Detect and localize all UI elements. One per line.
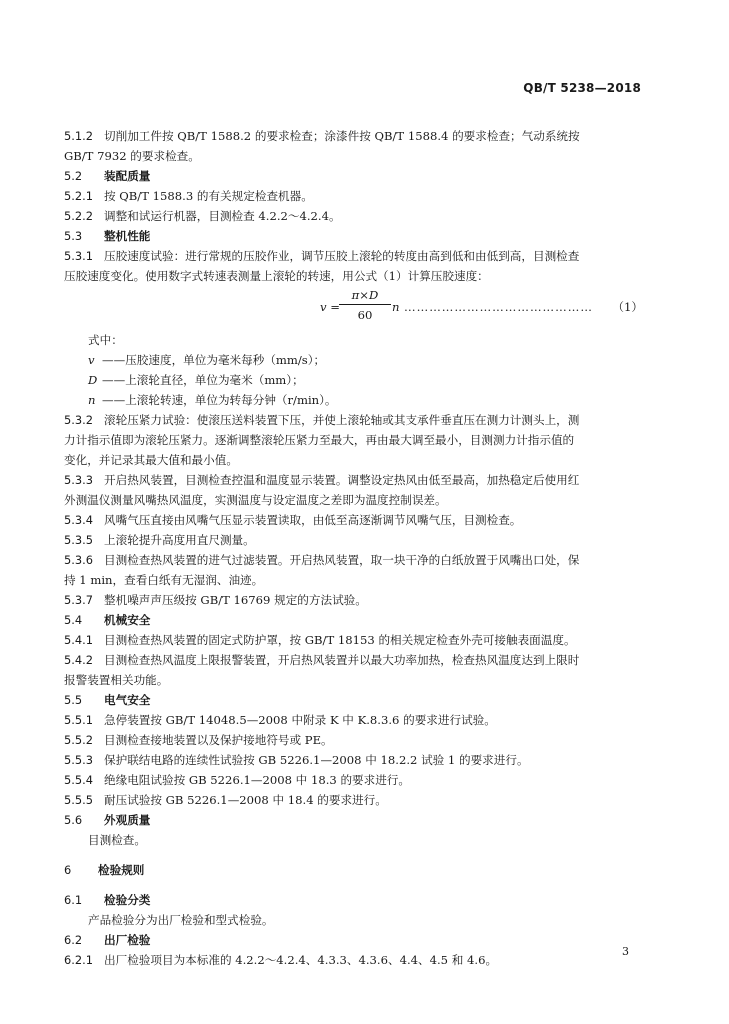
clause-number: 5.5.3 xyxy=(64,753,93,767)
clause-text: 目测检查热风装置的固定式防护罩，按 GB/T 18153 的相关规定检查外壳可接触表面温度。 xyxy=(104,633,576,647)
clause-text: 耐压试验按 GB 5226.1—2008 中 18.4 的要求进行。 xyxy=(104,793,387,807)
clause-6-1-text: 产品检验分为出厂检验和型式检验。 xyxy=(88,913,274,927)
heading-number: 5.2 xyxy=(64,169,83,183)
variable-D xyxy=(64,370,643,390)
variable-desc: ——上滚轮直径，单位为毫米（mm）； xyxy=(102,373,304,387)
clause-text: 调整和试运行机器，目测检查 4.2.2～4.2.4。 xyxy=(104,209,341,223)
heading-number: 5.5 xyxy=(64,693,83,707)
formula-1 xyxy=(64,286,643,330)
clause-number: 5.3.4 xyxy=(64,513,93,527)
heading-number: 5.3 xyxy=(64,229,83,243)
clause-text: 压胶速度试验：进行常规的压胶作业，调节压胶上滚轮的转度由高到低和由低到高，目测检查 xyxy=(104,249,580,263)
formula-number: （1） xyxy=(612,300,643,314)
heading-title: 整机性能 xyxy=(104,229,151,243)
heading-6-1 xyxy=(64,890,643,910)
chapter-title: 检验规则 xyxy=(98,863,145,877)
clause-number: 5.5.2 xyxy=(64,733,93,747)
clause-text: 保护联结电路的连续性试验按 GB 5226.1—2008 中 18.2.2 试验 1 的要求进行。 xyxy=(104,753,529,767)
chapter-6-heading xyxy=(64,860,643,880)
clause-number: 6.2.1 xyxy=(64,953,93,967)
clause-text: 按 QB/T 1588.3 的有关规定检查机器。 xyxy=(104,189,313,203)
spacer xyxy=(64,850,643,860)
clause-text: 风嘴气压直接由风嘴气压显示装置读取，由低至高逐渐调节风嘴气压，目测检查。 xyxy=(104,513,522,527)
clause-number: 5.3.6 xyxy=(64,553,93,567)
variable-symbol: D xyxy=(88,373,98,387)
clause-number: 5.2.1 xyxy=(64,189,93,203)
heading-5-4 xyxy=(64,610,643,630)
heading-5-2 xyxy=(64,166,643,186)
clause-text: 目测检查接地装置以及保护接地符号或 PE。 xyxy=(104,733,333,747)
heading-number: 6.2 xyxy=(64,933,83,947)
clause-text: 出厂检验项目为本标准的 4.2.2～4.2.4、4.3.3、4.3.6、4.4、4.5 和 4.6。 xyxy=(104,953,498,967)
variable-n xyxy=(64,390,643,410)
where-label: 式中： xyxy=(88,333,123,347)
heading-title: 出厂检验 xyxy=(104,933,151,947)
formula-numerator: π×D xyxy=(351,288,379,302)
clause-5-5-4 xyxy=(64,770,643,790)
heading-title: 检验分类 xyxy=(104,893,151,907)
clause-5-3-2-cont: 变化，并记录其最大值和最小值。 xyxy=(64,453,238,467)
clause-text: 上滚轮提升高度用直尺测量。 xyxy=(104,533,255,547)
clause-5-3-2-cont: 力计指示值即为滚轮压紧力。逐渐调整滚轮压紧力至最大，再由最大调至最小，目测测力计指示值的 xyxy=(64,433,575,447)
variable-v xyxy=(64,350,643,370)
variable-desc: ——压胶速度，单位为毫米每秒（mm/s）； xyxy=(102,353,326,367)
chapter-number: 6 xyxy=(64,863,72,877)
spacer xyxy=(64,880,643,890)
clause-text: 滚轮压紧力试验：使滚压送料装置下压，并使上滚轮轴或其支承件垂直压在测力计测头上，测 xyxy=(104,413,580,427)
heading-number: 6.1 xyxy=(64,893,83,907)
heading-title: 外观质量 xyxy=(104,813,151,827)
heading-title: 电气安全 xyxy=(104,693,151,707)
formula-leader-dots: ……………………………………… xyxy=(404,300,593,314)
clause-5-5-1 xyxy=(64,710,643,730)
clause-number: 5.4.2 xyxy=(64,653,93,667)
heading-5-5 xyxy=(64,690,643,710)
clause-5-4-2 xyxy=(64,650,643,670)
clause-5-2-2 xyxy=(64,206,643,226)
heading-number: 5.6 xyxy=(64,813,83,827)
clause-5-3-1-cont: 压胶速度变化。使用数字式转速表测量上滚轮的转速，用公式（1）计算压胶速度： xyxy=(64,269,489,283)
clause-5-5-3 xyxy=(64,750,643,770)
clause-5-3-3 xyxy=(64,470,643,490)
clause-number: 5.3.1 xyxy=(64,249,93,263)
clause-text: 急停装置按 GB/T 14048.5—2008 中附录 K 中 K.8.3.6 的要求进行试验。 xyxy=(104,713,496,727)
clause-5-1-2-cont: GB/T 7932 的要求检查。 xyxy=(64,149,200,163)
heading-6-2 xyxy=(64,930,643,950)
clause-5-5-2 xyxy=(64,730,643,750)
clause-number: 5.3.2 xyxy=(64,413,93,427)
clause-number: 5.1.2 xyxy=(64,129,93,143)
heading-number: 5.4 xyxy=(64,613,83,627)
clause-5-3-7 xyxy=(64,590,643,610)
clause-5-3-1 xyxy=(64,246,643,266)
formula-denominator: 60 xyxy=(357,308,373,322)
formula-factor: n xyxy=(392,300,400,314)
clause-5-5-5 xyxy=(64,790,643,810)
clause-number: 5.5.5 xyxy=(64,793,93,807)
clause-number: 5.3.3 xyxy=(64,473,93,487)
clause-5-2-1 xyxy=(64,186,643,206)
clause-5-3-2 xyxy=(64,410,643,430)
clause-number: 5.5.1 xyxy=(64,713,93,727)
clause-5-3-4 xyxy=(64,510,643,530)
clause-number: 5.3.7 xyxy=(64,593,93,607)
clause-number: 5.3.5 xyxy=(64,533,93,547)
clause-text: 绝缘电阻试验按 GB 5226.1—2008 中 18.3 的要求进行。 xyxy=(104,773,411,787)
standard-code: QB/T 5238—2018 xyxy=(523,81,641,95)
clause-5-6-text: 目测检查。 xyxy=(88,833,146,847)
clause-text: 目测检查热风温度上限报警装置，开启热风装置并以最大功率加热，检查热风温度达到上限时 xyxy=(104,653,580,667)
heading-title: 装配质量 xyxy=(104,169,151,183)
page-number: 3 xyxy=(622,945,629,958)
formula-lhs: v = xyxy=(320,300,340,314)
clause-text: 开启热风装置，目测检查控温和温度显示装置。调整设定热风由低至最高，加热稳定后使用红 xyxy=(104,473,580,487)
variable-desc: ——上滚轮转速，单位为转每分钟（r/min）。 xyxy=(102,393,337,407)
page-body xyxy=(64,126,643,970)
formula-fraction xyxy=(339,286,391,325)
heading-5-3 xyxy=(64,226,643,246)
clause-5-3-3-cont: 外测温仪测量风嘴热风温度，实测温度与设定温度之差即为温度控制误差。 xyxy=(64,493,447,507)
heading-title: 机械安全 xyxy=(104,613,151,627)
clause-number: 5.5.4 xyxy=(64,773,93,787)
clause-number: 5.4.1 xyxy=(64,633,93,647)
clause-text: 目测检查热风装置的进气过滤装置。开启热风装置，取一块干净的白纸放置于风嘴出口处，保 xyxy=(104,553,580,567)
variable-symbol: n xyxy=(88,393,96,407)
clause-5-4-2-cont: 报警装置相关功能。 xyxy=(64,673,169,687)
clause-5-3-6-cont: 持 1 min，查看白纸有无湿润、油迹。 xyxy=(64,573,264,587)
clause-number: 5.2.2 xyxy=(64,209,93,223)
clause-text: 整机噪声声压级按 GB/T 16769 规定的方法试验。 xyxy=(104,593,367,607)
clause-5-3-6 xyxy=(64,550,643,570)
variable-symbol: v xyxy=(88,353,95,367)
clause-5-4-1 xyxy=(64,630,643,650)
clause-5-3-5 xyxy=(64,530,643,550)
clause-5-1-2 xyxy=(64,126,643,146)
clause-text: 切削加工件按 QB/T 1588.2 的要求检查；涂漆件按 QB/T 1588.4 的要求检查；气动系统按 xyxy=(104,129,580,143)
clause-6-2-1 xyxy=(64,950,643,970)
heading-5-6 xyxy=(64,810,643,830)
